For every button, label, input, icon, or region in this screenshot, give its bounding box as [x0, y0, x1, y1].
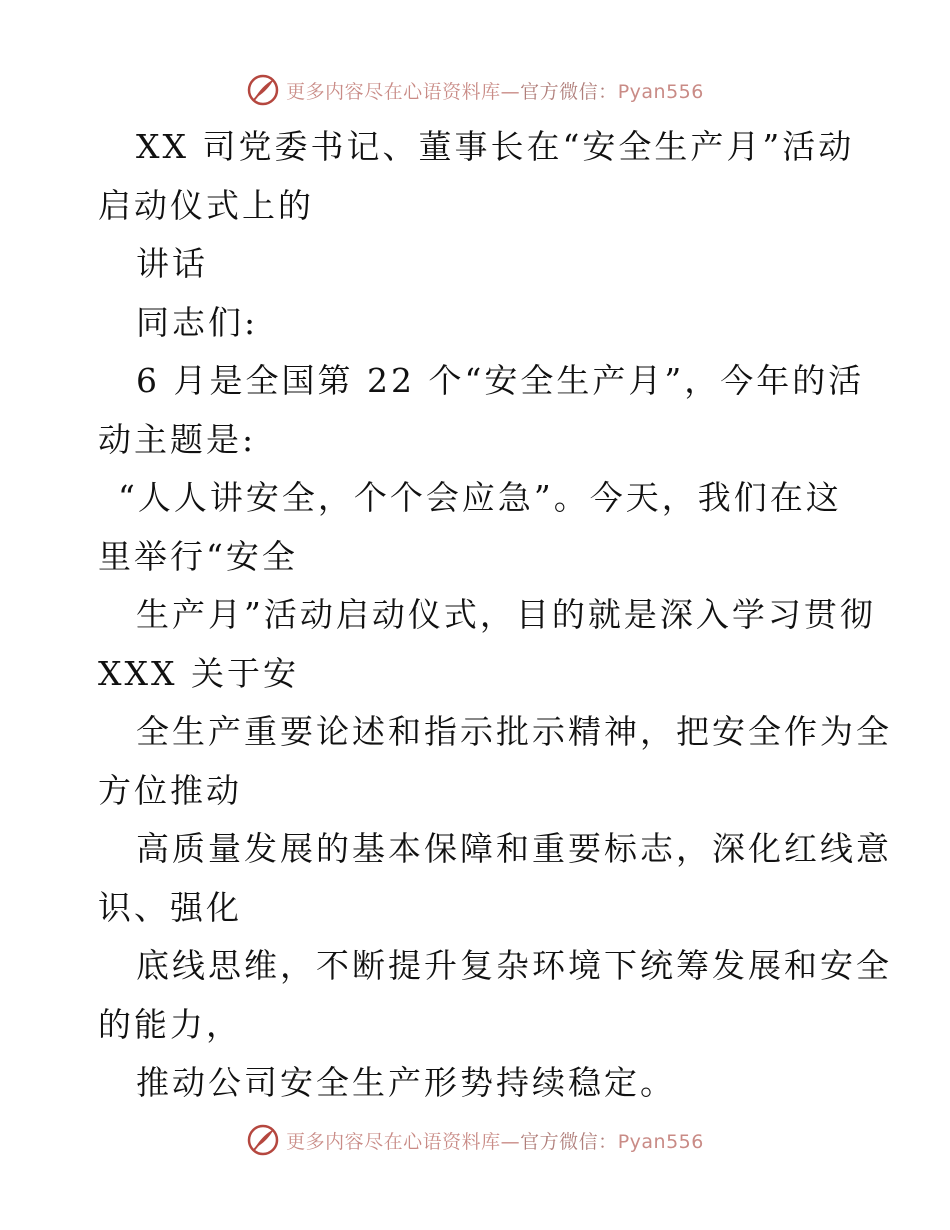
watermark-banner-bottom	[0, 1120, 950, 1160]
text-line: 启动仪式上的	[98, 185, 314, 225]
text-line: “人人讲安全，个个会应急”。今天，我们在这	[118, 478, 842, 517]
text-line: 里举行“安全	[98, 536, 298, 576]
quill-logo-icon	[246, 73, 280, 107]
text-line: 6 月是全国第 22 个“安全生产月”，今年的活	[136, 361, 865, 400]
text-line: XXX 关于安	[98, 653, 299, 693]
watermark-text: 更多内容尽在心语资料库—官方微信：Pyan556	[286, 1130, 704, 1153]
watermark-banner-top	[0, 70, 950, 110]
text-line: 全生产重要论述和指示批示精神，把安全作为全	[136, 712, 892, 751]
text-line: 生产月”活动启动仪式，目的就是深入学习贯彻	[136, 595, 876, 634]
text-line: 高质量发展的基本保障和重要标志，深化红线意	[136, 829, 892, 868]
watermark-text: 更多内容尽在心语资料库—官方微信：Pyan556	[286, 80, 704, 103]
text-line: XX 司党委书记、董事长在“安全生产月”活动	[136, 127, 855, 166]
text-line: 识、强化	[98, 887, 242, 927]
text-line: 底线思维，不断提升复杂环境下统筹发展和安全	[136, 946, 892, 985]
text-line: 方位推动	[98, 770, 242, 810]
quill-logo-icon	[246, 1123, 280, 1157]
text-line: 的能力，	[98, 1004, 242, 1044]
text-line: 推动公司安全生产形势持续稳定。	[136, 1063, 676, 1102]
document-body	[98, 118, 892, 1113]
text-line: 讲话	[136, 244, 208, 283]
text-line: 动主题是:	[98, 419, 257, 459]
text-line: 同志们:	[136, 302, 259, 342]
